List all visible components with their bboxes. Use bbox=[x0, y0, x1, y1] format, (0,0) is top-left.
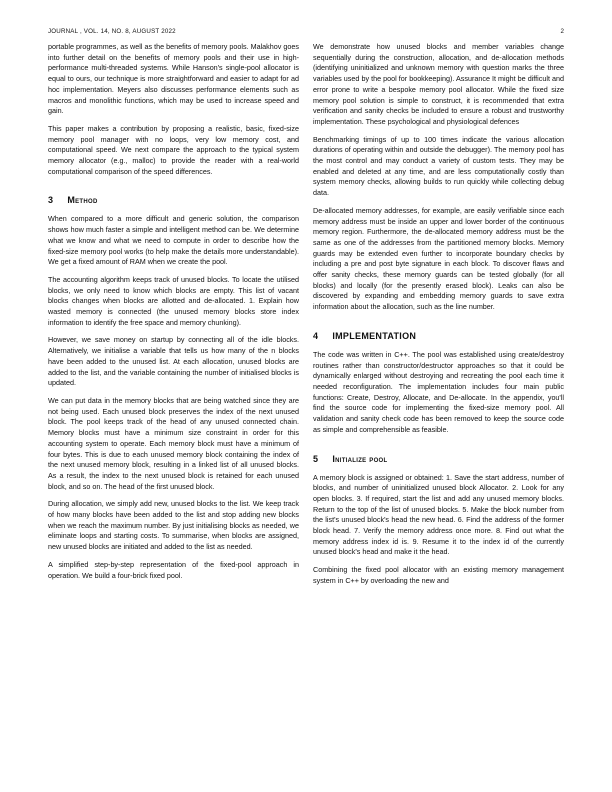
section-title: Method bbox=[67, 195, 98, 206]
method-paragraph-3: However, we save money on startup by connecting all of the idle blocks. Alternatively, we initialise a variable that tells us how many of the n blocks have been added to the unused list. At each allocation, unused blocks are added to the list, and the variable containing the number of initialised blocks is updated. bbox=[48, 335, 299, 388]
section-heading-initialize-pool bbox=[313, 454, 564, 464]
section-number: 3 bbox=[48, 195, 54, 206]
intro-paragraph-1: portable programmes, as well as the benefits of memory pools. Malakhov goes into further detail on the benefits of memory pools and their use in high-performance multi-threaded systems. While Hanson's single-pool allocator is equal to ours, our technique is more straightforward and easier to adapt for ad hoc implementation. Meyers also discusses performance elements such as macros and monolithic functions, which may be used to increase speed and gain. bbox=[48, 42, 299, 116]
initialize-paragraph-1: A memory block is assigned or obtained: 1. Save the start address, number of blocks, and number of uninitialized unused block Allocator. 2. Look for any open blocks. 3. If required, start the list and add any unused memory blocks. Return to the top of the list of unused blocks. 5. Make the block number from the list's unused block's head the new head. 6. Find the address of the former block head. 7. Verify the memory address once more. 8. Find out what the memory address index id is. 9. Resume it to the index id of the currently unused block's head and make it the head. bbox=[313, 472, 564, 557]
method-paragraph-2: The accounting algorithm keeps track of unused blocks. To locate the utilised blocks, we only need to know which blocks are empty. This list of vacant blocks changes when blocks are allotted and de-allocated. 1. Explain how wasted memory is connected (the unused memory blocks store index information to identify the free space and memory chunking). bbox=[48, 274, 299, 327]
running-header bbox=[48, 28, 564, 38]
journal-info: JOURNAL , VOL. 14, NO. 8, AUGUST 2022 bbox=[48, 28, 176, 35]
method-paragraph-7: We demonstrate how unused blocks and member variables change sequentially during the construction, allocation, and de-allocation methods (identifying uninitialized and unknown memory with question marks the three variables used by the pool for bookkeeping). Assurance It might be difficult and error prone to write a bespoke memory pool allocator. While the fixed size memory pool solution is simple to construct, it is recommended that extra verification and sanity checks be included to ensure a robust and trustworthy implementation. These psychological and physiological defences bbox=[313, 42, 564, 126]
implementation-paragraph-1: The code was written in C++. The pool was established using create/destroy routines rather than constructor/destructor approaches so that it could be dynamically enlarged without destroying and recreating the pool each time it needed reconfiguration. The implementation includes four main public functions: Create, Destroy, Allocate, and De-allocate. In the appendix, you'll find the source code for implementing the fixed-size memory pool. All validation and sanity check code has been removed to keep the source code as simple and comprehensible as feasible. bbox=[313, 349, 564, 434]
method-paragraph-1: When compared to a more difficult and generic solution, the comparison shows how much faster a simple and intelligent method can be. We determine what we know and what we need to compute in order to describe how the fixed-size memory pool works (to help make the details more understandable). We get a fixed amount of RAM when we create the pool. bbox=[48, 214, 299, 267]
method-paragraph-8: Benchmarking timings of up to 100 times indicate the various allocation durations of operating within and outside the debugger). The memory pool has the most control and may conduct a variety of custom tests. They may be enabled and deleted at any time, and are less computationally costly than system memory checks, allowing builds to run quickly while collecting debug data. bbox=[313, 134, 564, 198]
page-number: 2 bbox=[560, 28, 564, 35]
right-column bbox=[313, 42, 564, 594]
method-paragraph-5: During allocation, we simply add new, unused blocks to the list. We keep track of how many blocks have been added to the list and stop adding new blocks when we reach the maximum number. By just initialising blocks as needed, we eliminate loops and starting costs. To summarise, when blocks are assigned, new unused blocks are initiated and added to the list as needed. bbox=[48, 499, 299, 552]
section-title: Initialize pool bbox=[332, 453, 388, 464]
section-number: 4 bbox=[313, 330, 319, 341]
initialize-paragraph-2: Combining the fixed pool allocator with an existing memory management system in C++ by overloading the new and bbox=[313, 565, 564, 585]
section-title: IMPLEMENTATION bbox=[332, 330, 417, 341]
section-heading-implementation bbox=[313, 331, 564, 341]
method-paragraph-6: A simplified step-by-step representation of the fixed-pool approach in operation. We build a four-brick fixed pool. bbox=[48, 559, 299, 580]
section-heading-method bbox=[48, 195, 299, 205]
intro-paragraph-2: This paper makes a contribution by proposing a realistic, basic, fixed-size memory pool manager with no loops, very low memory cost, and computational speed. We next compare the approach to the typical system memory allocator (e.g., malloc) to provide the reader with a real-world computational comparison of the speed differences. bbox=[48, 123, 299, 176]
method-paragraph-4: We can put data in the memory blocks that are being watched since they are not being used. Each unused block preserves the index of the next unused block. The pool keeps track of the head of any unused connected chain. Memory blocks must have a minimum size constraint in order for this accounting system to operate. Each memory block must have a minimum of four bytes. This is due to each unused memory block containing the index of the next unused memory block, resulting in a linked list of all unused blocks. As a result, the index to the next unused block is retained for each unused block, and so on. The head of the first unused block. bbox=[48, 395, 299, 491]
section-number: 5 bbox=[313, 453, 319, 464]
left-column bbox=[48, 42, 299, 588]
method-paragraph-9: De-allocated memory addresses, for example, are easily verifiable since each memory address must be inside an upper and lower border of the continuous memory region. Furthermore, the de-allocated memory address must be the same as one of the addresses from the partitioned memory blocks. Memory guards may be extended even further to incorporate boundary checks by including a pre and post byte signature in each block. To discover flaws and offer sanity checks, these memory guards can be tested globally (for all blocks) and locally (for the presently erased block). Leaks can also be discovered by expanding and embedding memory guards to save extra information about the allocation, such as the line number. bbox=[313, 205, 564, 312]
